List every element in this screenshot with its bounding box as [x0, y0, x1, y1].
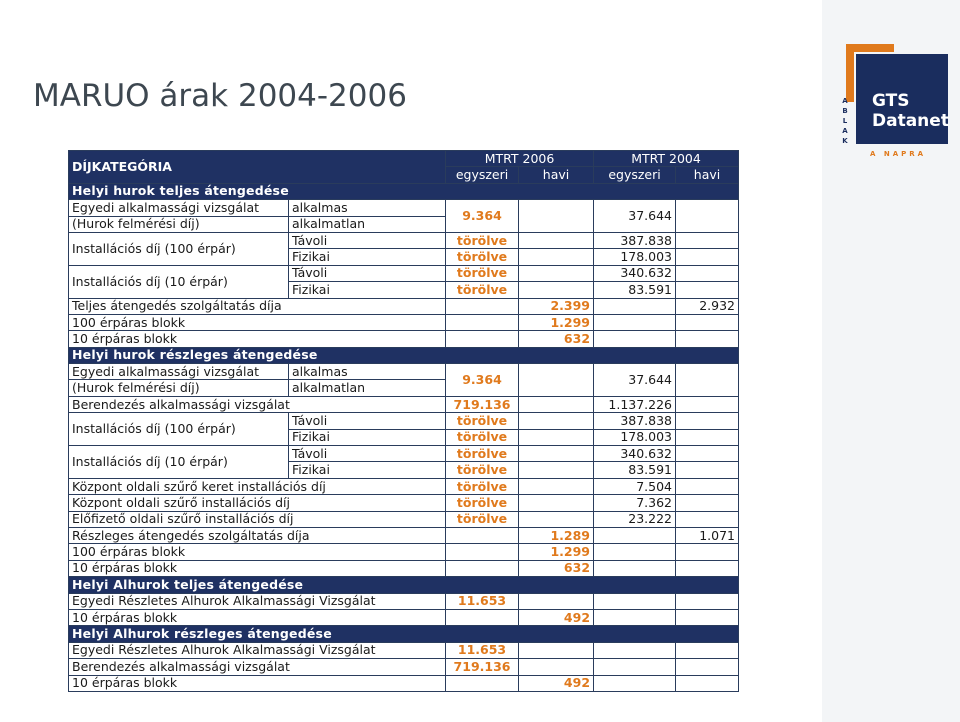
cell-2004-one-time [594, 298, 676, 314]
cell-2006-monthly [519, 429, 594, 445]
row-label: Installációs díj (100 érpár) [69, 413, 289, 446]
cell-2004-monthly [676, 593, 739, 609]
cell-2004-one-time [594, 593, 676, 609]
table-row [69, 413, 739, 429]
cell-2006-monthly [519, 282, 594, 298]
cell-2006-one-time: 11.653 [446, 593, 519, 609]
header-2004-one-time: egyszeri [594, 167, 676, 183]
cell-2006-monthly [519, 462, 594, 478]
cell-2006-monthly [519, 511, 594, 527]
cell-2006-one-time [446, 675, 519, 691]
cell-2004-one-time: 37.644 [594, 364, 676, 397]
row-sublabel: Fizikai [289, 249, 446, 265]
row-label: Installációs díj (100 érpár) [69, 232, 289, 265]
cell-2006-one-time: törölve [446, 429, 519, 445]
cell-2004-one-time [594, 659, 676, 675]
cell-2006-one-time: törölve [446, 249, 519, 265]
table-row [69, 593, 739, 609]
row-sublabel: alkalmas [289, 200, 446, 216]
header-2004-monthly: havi [676, 167, 739, 183]
row-label: Egyedi Részletes Alhurok Alkalmassági Vizsgálat [69, 593, 446, 609]
table-row [69, 642, 739, 658]
cell-2004-monthly [676, 200, 739, 233]
cell-2006-monthly: 492 [519, 609, 594, 625]
logo-tagline: A NAPRA [870, 150, 927, 158]
section-title: Helyi hurok részleges átengedése [69, 347, 739, 363]
cell-2006-monthly [519, 642, 594, 658]
table-row [69, 495, 739, 511]
table-row [69, 314, 739, 330]
cell-2004-one-time [594, 642, 676, 658]
header-2006-monthly: havi [519, 167, 594, 183]
cell-2004-monthly [676, 560, 739, 576]
cell-2004-one-time [594, 675, 676, 691]
cell-2006-one-time [446, 314, 519, 330]
cell-2006-monthly [519, 659, 594, 675]
cell-2006-one-time: törölve [446, 511, 519, 527]
section-title: Helyi hurok teljes átengedése [69, 183, 739, 199]
cell-2004-one-time: 1.137.226 [594, 396, 676, 412]
cell-2006-monthly: 632 [519, 560, 594, 576]
row-sublabel: alkalmatlan [289, 380, 446, 396]
row-label: (Hurok felmérési díj) [69, 380, 289, 396]
header-mtrt-2004: MTRT 2004 [594, 151, 739, 167]
cell-2006-one-time [446, 527, 519, 543]
table-row [69, 560, 739, 576]
row-label: Központ oldali szűrő installációs díj [69, 495, 446, 511]
cell-2006-monthly [519, 593, 594, 609]
table-row [69, 659, 739, 675]
cell-2004-monthly [676, 478, 739, 494]
cell-2004-monthly [676, 429, 739, 445]
cell-2006-monthly: 1.289 [519, 527, 594, 543]
row-sublabel: Távoli [289, 446, 446, 462]
section-row [69, 577, 739, 593]
cell-2004-one-time: 178.003 [594, 249, 676, 265]
section-row [69, 626, 739, 642]
cell-2004-one-time: 7.504 [594, 478, 676, 494]
cell-2004-monthly [676, 462, 739, 478]
cell-2004-one-time: 83.591 [594, 462, 676, 478]
cell-2006-one-time: törölve [446, 446, 519, 462]
cell-2004-one-time [594, 527, 676, 543]
header-category: DÍJKATEGÓRIA [69, 151, 446, 184]
cell-2004-monthly [676, 642, 739, 658]
cell-2004-one-time: 83.591 [594, 282, 676, 298]
cell-2006-one-time [446, 331, 519, 347]
row-label: Egyedi alkalmassági vizsgálat [69, 364, 289, 380]
gts-datanet-logo [842, 42, 952, 162]
section-title: Helyi Alhurok részleges átengedése [69, 626, 739, 642]
row-label: Installációs díj (10 érpár) [69, 446, 289, 479]
cell-2004-monthly [676, 659, 739, 675]
cell-2006-one-time [446, 560, 519, 576]
cell-2004-one-time: 23.222 [594, 511, 676, 527]
row-sublabel: Távoli [289, 265, 446, 281]
cell-2006-monthly: 1.299 [519, 314, 594, 330]
slide-title: MARUO árak 2004-2006 [33, 78, 407, 114]
cell-2006-monthly [519, 232, 594, 248]
cell-2004-monthly [676, 331, 739, 347]
row-sublabel: Távoli [289, 232, 446, 248]
cell-2006-monthly: 632 [519, 331, 594, 347]
table-row [69, 200, 739, 216]
row-label: 10 érpáras blokk [69, 609, 446, 625]
cell-2006-one-time: törölve [446, 232, 519, 248]
cell-2006-one-time: 11.653 [446, 642, 519, 658]
header-mtrt-2006: MTRT 2006 [446, 151, 594, 167]
cell-2004-one-time [594, 544, 676, 560]
cell-2006-monthly [519, 495, 594, 511]
cell-2006-monthly [519, 446, 594, 462]
row-label: 10 érpáras blokk [69, 331, 446, 347]
cell-2004-monthly [676, 609, 739, 625]
row-sublabel: Távoli [289, 413, 446, 429]
cell-2004-monthly [676, 495, 739, 511]
cell-2006-one-time [446, 298, 519, 314]
table-row [69, 544, 739, 560]
table-row [69, 265, 739, 281]
cell-2004-one-time [594, 314, 676, 330]
row-sublabel: Fizikai [289, 282, 446, 298]
cell-2004-one-time: 387.838 [594, 413, 676, 429]
cell-2006-monthly [519, 265, 594, 281]
table-row [69, 527, 739, 543]
cell-2006-one-time: törölve [446, 478, 519, 494]
cell-2006-monthly [519, 200, 594, 233]
cell-2006-monthly [519, 413, 594, 429]
table-row [69, 511, 739, 527]
table-row [69, 396, 739, 412]
table-header-row-1 [69, 151, 739, 167]
logo-brand-line2: Datanet [872, 111, 949, 131]
table-row [69, 478, 739, 494]
cell-2006-one-time: törölve [446, 265, 519, 281]
cell-2004-monthly [676, 446, 739, 462]
header-2006-one-time: egyszeri [446, 167, 519, 183]
cell-2004-one-time [594, 331, 676, 347]
cell-2006-one-time [446, 544, 519, 560]
table-row [69, 446, 739, 462]
table-row [69, 298, 739, 314]
row-label: (Hurok felmérési díj) [69, 216, 289, 232]
cell-2006-one-time: törölve [446, 495, 519, 511]
cell-2006-monthly: 492 [519, 675, 594, 691]
cell-2006-one-time: törölve [446, 413, 519, 429]
table-row [69, 331, 739, 347]
cell-2004-monthly [676, 265, 739, 281]
row-label: Berendezés alkalmassági vizsgálat [69, 396, 446, 412]
cell-2004-one-time: 37.644 [594, 200, 676, 233]
cell-2004-one-time: 387.838 [594, 232, 676, 248]
cell-2006-monthly [519, 364, 594, 397]
cell-2004-one-time: 7.362 [594, 495, 676, 511]
row-label: Teljes átengedés szolgáltatás díja [69, 298, 446, 314]
cell-2006-one-time [446, 609, 519, 625]
cell-2006-one-time: 9.364 [446, 364, 519, 397]
row-label: 100 érpáras blokk [69, 544, 446, 560]
cell-2004-monthly [676, 413, 739, 429]
table-row [69, 364, 739, 380]
section-row [69, 347, 739, 363]
cell-2004-monthly [676, 249, 739, 265]
cell-2006-monthly: 2.399 [519, 298, 594, 314]
table-row [69, 675, 739, 691]
row-label: Részleges átengedés szolgáltatás díja [69, 527, 446, 543]
section-title: Helyi Alhurok teljes átengedése [69, 577, 739, 593]
row-label: Installációs díj (10 érpár) [69, 265, 289, 298]
row-sublabel: alkalmas [289, 364, 446, 380]
row-sublabel: alkalmatlan [289, 216, 446, 232]
cell-2004-monthly: 1.071 [676, 527, 739, 543]
row-label: 100 érpáras blokk [69, 314, 446, 330]
row-sublabel: Fizikai [289, 429, 446, 445]
cell-2004-monthly [676, 232, 739, 248]
cell-2004-one-time [594, 609, 676, 625]
cell-2004-monthly [676, 544, 739, 560]
row-label: 10 érpáras blokk [69, 560, 446, 576]
cell-2004-monthly [676, 675, 739, 691]
cell-2004-one-time: 340.632 [594, 265, 676, 281]
cell-2006-one-time: törölve [446, 282, 519, 298]
table-row [69, 609, 739, 625]
cell-2004-one-time: 340.632 [594, 446, 676, 462]
cell-2006-monthly [519, 396, 594, 412]
row-sublabel: Fizikai [289, 462, 446, 478]
cell-2006-monthly: 1.299 [519, 544, 594, 560]
row-label: Előfizető oldali szűrő installációs díj [69, 511, 446, 527]
cell-2004-monthly [676, 314, 739, 330]
section-row [69, 183, 739, 199]
cell-2004-monthly [676, 396, 739, 412]
row-label: 10 érpáras blokk [69, 675, 446, 691]
row-label: Egyedi Részletes Alhurok Alkalmassági Vizsgálat [69, 642, 446, 658]
logo-brand-line1: GTS [872, 91, 910, 111]
table-row [69, 232, 739, 248]
cell-2006-monthly [519, 249, 594, 265]
cell-2004-monthly [676, 364, 739, 397]
cell-2006-one-time: 719.136 [446, 396, 519, 412]
cell-2004-monthly: 2.932 [676, 298, 739, 314]
cell-2004-monthly [676, 511, 739, 527]
cell-2006-one-time: törölve [446, 462, 519, 478]
cell-2004-one-time: 178.003 [594, 429, 676, 445]
row-label: Egyedi alkalmassági vizsgálat [69, 200, 289, 216]
cell-2004-monthly [676, 282, 739, 298]
row-label: Központ oldali szűrő keret installációs díj [69, 478, 446, 494]
price-table [68, 150, 739, 692]
row-label: Berendezés alkalmassági vizsgálat [69, 659, 446, 675]
cell-2006-one-time: 9.364 [446, 200, 519, 233]
cell-2006-monthly [519, 478, 594, 494]
cell-2006-one-time: 719.136 [446, 659, 519, 675]
cell-2004-one-time [594, 560, 676, 576]
logo-vertical-text: A B L A K [842, 97, 848, 145]
